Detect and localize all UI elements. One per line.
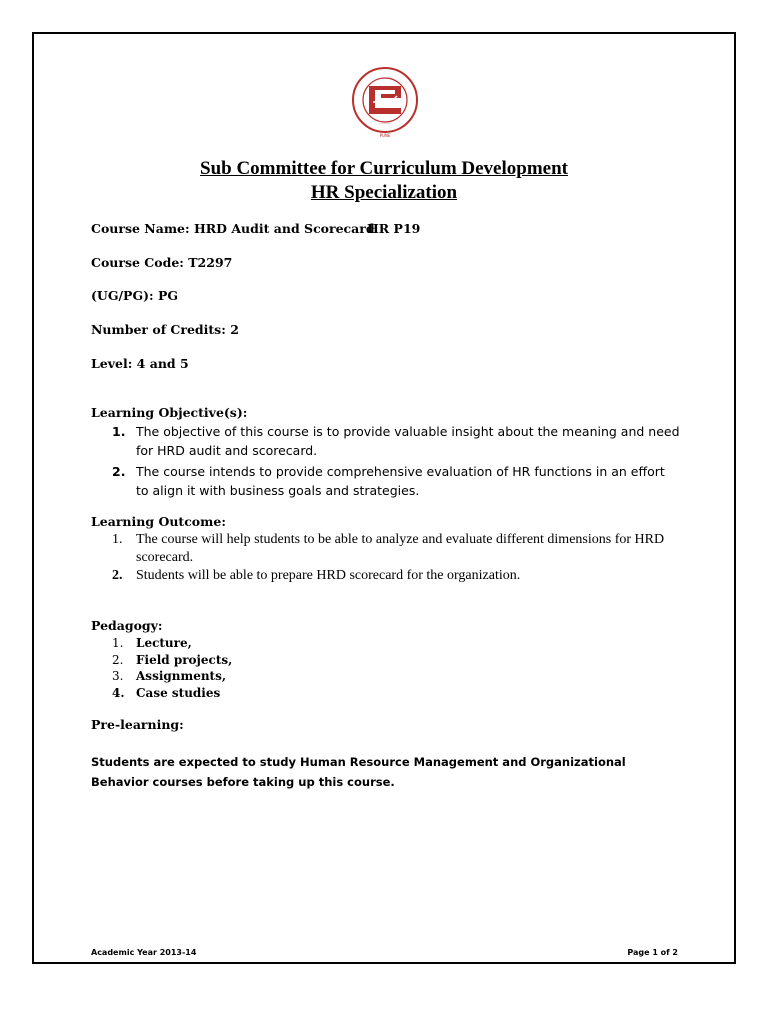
list-number: 2.	[112, 568, 123, 583]
list-number: 3.	[112, 669, 124, 683]
svg-text:~~~~~: ~~~~~	[378, 121, 392, 125]
degree-level: (UG/PG): PG	[91, 288, 179, 303]
list-number: 4.	[112, 685, 125, 700]
list-item	[91, 567, 681, 585]
pedagogy-list	[91, 635, 391, 701]
list-item	[91, 531, 681, 567]
list-text: The course intends to provide comprehensive evaluation of HR functions in an effort to align it with business goals and strategies.	[136, 464, 665, 498]
list-number: 2.	[112, 652, 124, 667]
list-number: 1.	[112, 636, 124, 650]
list-text: Case studies	[136, 685, 221, 700]
outcome-list	[91, 531, 681, 585]
document-title: Sub Committee for Curriculum Development	[200, 158, 568, 179]
prelearning-heading: Pre-learning:	[91, 717, 184, 732]
footer-academic-year: Academic Year 2013-14	[91, 948, 197, 957]
number-of-credits: Number of Credits: 2	[91, 322, 239, 337]
list-text: Students will be able to prepare HRD scorecard for the organization.	[136, 568, 521, 583]
list-text: Lecture,	[136, 636, 192, 650]
footer-page-number: Page 1 of 2	[627, 948, 678, 957]
list-text: The course will help students to be able to analyze and evaluate different dimensions for HRD scorecard.	[136, 532, 665, 565]
course-name: Course Name: HRD Audit and Scorecard	[91, 221, 375, 236]
svg-text:PUNE: PUNE	[379, 133, 391, 138]
course-level: Level: 4 and 5	[91, 356, 189, 371]
objectives-heading: Learning Objective(s):	[91, 405, 248, 420]
list-item	[91, 685, 391, 702]
list-number: 1.	[112, 424, 126, 439]
list-item	[91, 462, 681, 500]
list-item	[91, 668, 391, 685]
prelearning-text: Students are expected to study Human Resource Management and Organizational Behavior courses before taking up this course.	[91, 755, 626, 789]
course-short-code: HR P19	[367, 221, 421, 236]
document-subtitle: HR Specialization	[310, 182, 458, 203]
list-item	[91, 422, 681, 460]
pedagogy-heading: Pedagogy:	[91, 618, 163, 633]
list-text: The objective of this course is to provide valuable insight about the meaning and need for HRD audit and scorecard.	[136, 424, 680, 458]
list-item	[91, 652, 391, 669]
list-number: 2.	[112, 464, 126, 479]
course-code: Course Code: T2297	[91, 255, 233, 270]
objectives-list	[91, 422, 681, 502]
list-number: 1.	[112, 532, 123, 547]
list-text: Field projects,	[136, 652, 233, 667]
list-text: Assignments,	[136, 669, 227, 683]
list-item	[91, 635, 391, 652]
university-logo	[351, 64, 419, 140]
outcome-heading: Learning Outcome:	[91, 514, 226, 529]
